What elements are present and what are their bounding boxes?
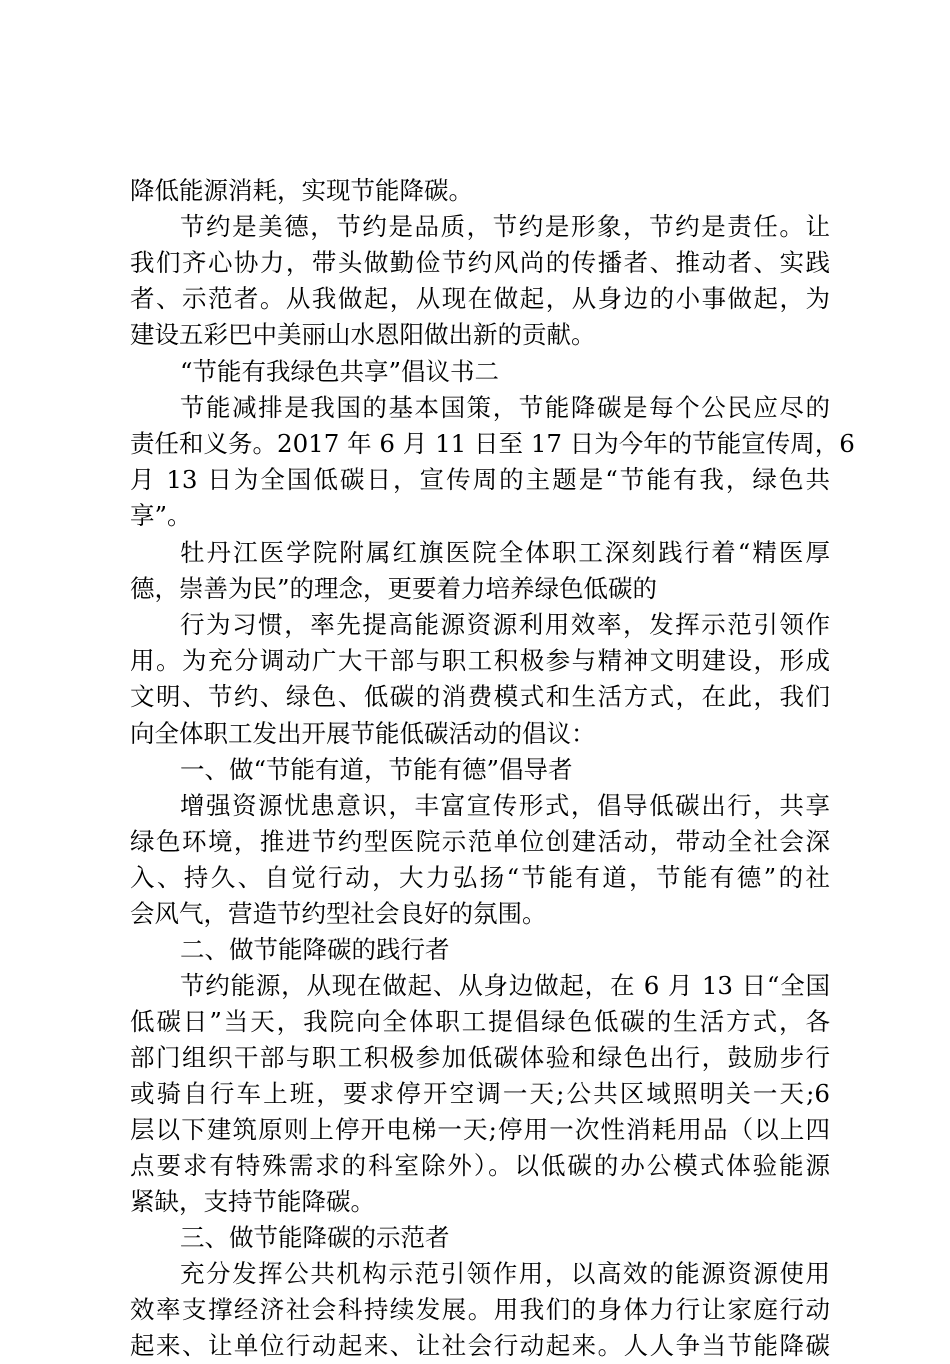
text-line: 月 13 日为全国低碳日，宣传周的主题是“节能有我，绿色共	[130, 465, 830, 494]
section-heading: “节能有我绿色共享”倡议书二	[180, 357, 500, 386]
text-line: 责任和义务。2017 年 6 月 11 日至 17 日为今年的节能宣传周，6	[130, 429, 855, 458]
text-line: 文明、节约、绿色、低碳的消费模式和生活方式，在此，我们	[130, 682, 830, 711]
text-line: 行为习惯，率先提高能源资源利用效率，发挥示范引领作	[180, 610, 830, 639]
text-line: 节约能源，从现在做起、从身边做起，在 6 月 13 日“全国	[180, 971, 830, 1000]
text-line: 向全体职工发出开展节能低碳活动的倡议：	[130, 719, 596, 748]
text-line: 建设五彩巴中美丽山水恩阳做出新的贡献。	[130, 320, 596, 349]
section-heading: 三、做节能降碳的示范者	[180, 1223, 450, 1252]
text-line: 充分发挥公共机构示范引领作用，以高效的能源资源使用	[180, 1259, 830, 1288]
text-line: 层以下建筑原则上停开电梯一天;停用一次性消耗用品（以上四	[130, 1115, 830, 1144]
text-line: 会风气，营造节约型社会良好的氛围。	[130, 899, 547, 928]
text-line: 或骑自行车上班，要求停开空调一天;公共区域照明关一天;6	[130, 1079, 830, 1108]
text-line: 点要求有特殊需求的科室除外）。以低碳的办公模式体验能源	[130, 1151, 830, 1180]
text-line: 德，崇善为民”的理念，更要着力培养绿色低碳的	[130, 574, 658, 603]
text-line: 用。为充分调动广大干部与职工积极参与精神文明建设，形成	[130, 646, 830, 675]
text-line: 紧缺，支持节能降碳。	[130, 1187, 375, 1216]
text-line: 牡丹江医学院附属红旗医院全体职工深刻践行着“精医厚	[180, 538, 830, 567]
text-line: 入、持久、自觉行动，大力弘扬“节能有道，节能有德”的社	[130, 863, 830, 892]
text-line: 效率支撑经济社会科持续发展。用我们的身体力行让家庭行动	[130, 1295, 830, 1324]
text-line: 节能减排是我国的基本国策，节能降碳是每个公民应尽的	[180, 393, 830, 422]
text-line: 降低能源消耗，实现节能降碳。	[130, 176, 473, 205]
text-line: 起来、让单位行动起来、让社会行动起来。人人争当节能降碳	[130, 1331, 830, 1360]
section-heading: 一、做“节能有道，节能有德”倡导者	[180, 755, 573, 784]
text-line: 我们齐心协力，带头做勤俭节约风尚的传播者、推动者、实践	[130, 248, 830, 277]
text-line: 部门组织干部与职工积极参加低碳体验和绿色出行，鼓励步行	[130, 1043, 830, 1072]
text-line: 享”。	[130, 501, 192, 530]
text-line: 绿色环境，推进节约型医院示范单位创建活动，带动全社会深	[130, 827, 830, 856]
text-line: 节约是美德，节约是品质，节约是形象，节约是责任。让	[180, 212, 830, 241]
text-line: 者、示范者。从我做起，从现在做起，从身边的小事做起，为	[130, 284, 830, 313]
section-heading: 二、做节能降碳的践行者	[180, 935, 450, 964]
text-line: 增强资源忧患意识，丰富宣传形式，倡导低碳出行，共享	[180, 791, 830, 820]
text-line: 低碳日”当天，我院向全体职工提倡绿色低碳的生活方式，各	[130, 1007, 830, 1036]
